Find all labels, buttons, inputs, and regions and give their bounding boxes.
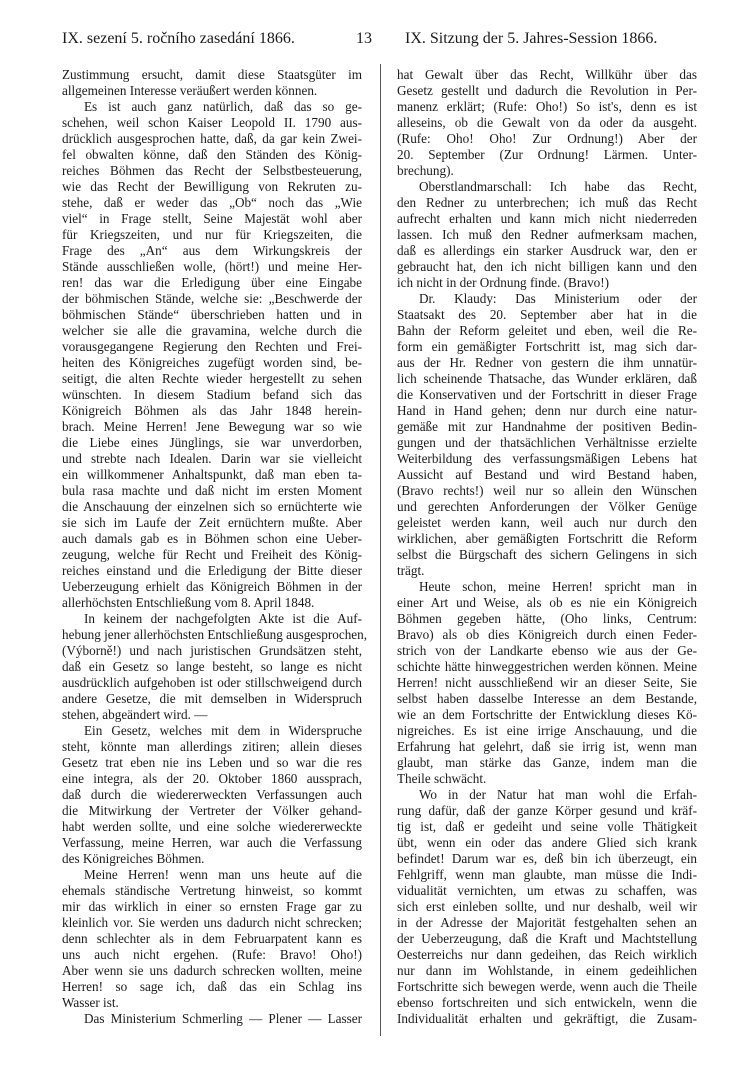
text-line: vidualität vernichten, um etwas zu schaffen, was xyxy=(397,883,697,898)
text-line: Es ist auch ganz natürlich, daß das so ge- xyxy=(84,99,362,114)
text-line: Gesetz trat eben nie ins Leben und so war die res xyxy=(62,755,362,770)
text-line: (Bravo rechts!) weil nur so allein den Wünschen xyxy=(397,483,697,498)
text-line: Meine Herren! wenn man uns heute auf die xyxy=(84,867,362,882)
text-line: übt, wenn ein oder das andere Glied sich krank xyxy=(397,835,697,850)
text-line: den Redner zu unterbrechen; ich muß das Recht xyxy=(397,195,697,210)
text-line: wie das Recht der Bewilligung von Rekruten zu- xyxy=(62,179,362,194)
text-line: sich erst einleben sollte, und nur deshalb, weil wir xyxy=(397,899,697,914)
text-line: Fehlgriff, wenn man glaubte, man müsse die Indi- xyxy=(397,867,697,882)
text-line: die Mitwirkung der Vertreter der Völker gehand- xyxy=(62,803,362,818)
text-line: sie sich im Laufe der Zeit ernüchtern mußte. Aber xyxy=(62,515,362,530)
text-line: daß ein Gesetz so lange besteht, so lange es nicht xyxy=(62,659,362,674)
text-line: wünschten. In diesem Stadium befand sich das xyxy=(62,387,362,402)
text-line: und gerechten Anforderungen der Völker Genüge xyxy=(397,499,697,514)
text-line: strich von der Landkarte ebenso wie aus der Ge- xyxy=(397,643,697,658)
text-line: ausdrücklich aufgehoben ist oder stillschweigend durch xyxy=(62,675,362,690)
text-line: nigreiches. Es ist eine irrige Anschauung, und die xyxy=(397,723,697,738)
text-line: In keinem der nachgefolgten Akte ist die Auf- xyxy=(84,611,362,626)
text-line: die Konservativen und der Fortschritt in dieser Frage xyxy=(397,387,697,402)
text-line: Wasser ist. xyxy=(62,995,119,1010)
text-line: Oesterreichs nur dann gedeihen, das Reich wirklich xyxy=(397,947,697,962)
text-line: lassen. Ich muß den Redner aufmerksam machen, xyxy=(397,227,697,242)
text-line: Zustimmung ersucht, damit diese Staatsgüter im xyxy=(62,67,362,82)
text-line: Hand in Hand gehen; denn nur durch eine natur- xyxy=(397,403,697,418)
text-line: selbst haben dasselbe Interesse an dem Bestande, xyxy=(397,691,697,706)
text-line: brechung). xyxy=(397,163,454,178)
text-line: reiches einstand und die Erledigung der Bitte dieser xyxy=(62,563,362,578)
text-line: befindet! Darum war es, deß bin ich überzeugt, ein xyxy=(397,851,697,866)
text-line: Ueberzeugung erhielt das Königreich Böhmen in der xyxy=(62,579,362,594)
text-line: Dr. Klaudy: Das Ministerium oder der xyxy=(419,291,697,306)
text-line: geleistet werden kann, weil auch nur durch den xyxy=(397,515,697,530)
text-line: fel obwalten könne, daß den Ständen des König- xyxy=(62,147,362,162)
text-line: auch damals gab es in Böhmen schon eine Ueber- xyxy=(62,531,362,546)
text-line: Heute schon, meine Herren! spricht man in xyxy=(419,579,697,594)
text-line: steht, könnte man allerdings zitiren; allein dieses xyxy=(62,739,362,754)
text-line: daß es allerdings ein starker Ausdruck war, den er xyxy=(397,243,697,258)
text-line: Böhmen gegeben hätte, (Oho links, Centrum: xyxy=(397,611,697,626)
text-line: wirklichen, aber gemäßigten Fortschritt die Reform xyxy=(397,531,697,546)
text-line: manenz erklärt; (Rufe: Oho!) So ist's, denn es ist xyxy=(397,99,697,114)
text-line: einer Art und Weise, als ob es nie ein Königreich xyxy=(397,595,697,610)
text-line: die Liebe eines Jünglings, sie war unverdorben, xyxy=(62,435,362,450)
text-line: trägt. xyxy=(397,563,425,578)
text-line: stehe, daß er weder das „Ob“ noch das „Wie xyxy=(62,195,362,210)
text-line: Bahn der Reform geleitet und eben, weil die Re- xyxy=(397,323,697,338)
text-line: gungen und der thatsächlichen Verhältnisse erzielte xyxy=(397,435,697,450)
text-line: uns auch nicht ergehen. (Rufe: Bravo! Oho!) xyxy=(62,947,362,962)
text-line: Individualität erhalten und gekräftigt, die Zusam- xyxy=(397,1011,697,1026)
text-line: rung dafür, daß der ganze Körper gesund und kräf- xyxy=(397,803,697,818)
text-line: Frage des „An“ aus dem Wirkungskreis der xyxy=(62,243,362,258)
text-line: aus der Hr. Redner von gestern die ihm unnatür- xyxy=(397,355,697,370)
text-line: glaubt, man stärke das Ganze, indem man die xyxy=(397,755,697,770)
text-line: der Ueberzeugung, daß die Kraft und Machtstellung xyxy=(397,931,697,946)
text-line: welcher sie alle die gravamina, welche durch die xyxy=(62,323,362,338)
text-line: Verfassung, meine Herren, war auch die Verfassung xyxy=(62,835,362,850)
text-line: Wo in der Natur hat man wohl die Erfah- xyxy=(419,787,697,802)
text-line: bula rasa machte und daß nicht im ersten Moment xyxy=(62,483,362,498)
text-line: die Anschauung der einzelnen sich so ernüchterte wie xyxy=(62,499,362,514)
text-line: nur dann im Wohlstande, in einem gedeihlichen xyxy=(397,963,697,978)
text-line: form ein gemäßigter Fortschritt ist, mag sich dar- xyxy=(397,339,697,354)
text-line: allerhöchsten Entschließung vom 8. April 1848. xyxy=(62,595,315,610)
text-line: Das Ministerium Schmerling — Plener — Lasser xyxy=(84,1011,362,1026)
text-line: kleinlich vor. Sie werden uns dadurch nicht schrecken; xyxy=(62,915,362,930)
text-line: Königreich Böhmen als das Jahr 1848 herein- xyxy=(62,403,362,418)
text-line: gemäße mit zur Handnahme der positiven Bedin- xyxy=(397,419,697,434)
text-line: selbst die Bürgschaft des sichern Gelingens in sich xyxy=(397,547,697,562)
text-line: reiches Böhmen das Recht der Selbstbesteuerung, xyxy=(62,163,362,178)
text-line: zeugung, welche für Recht und Freiheit des König- xyxy=(62,547,362,562)
text-line: in der Adresse der Majorität festgehalten sehen an xyxy=(397,915,697,930)
text-line: drücklich ausgesprochen hatte, daß, da gar kein Zwei- xyxy=(62,131,362,146)
text-line: alleseins, ob die Gewalt von da oder da ausgeht. xyxy=(397,115,697,130)
text-line: aufrecht erhalten und kann mich nicht niederreden xyxy=(397,211,697,226)
text-line: stehen, abgeändert wird. — xyxy=(62,707,208,722)
text-line: Oberstlandmarschall: Ich habe das Recht, xyxy=(419,179,697,194)
text-line: des Königreiches Böhmen. xyxy=(62,851,205,866)
text-line: Stände ausschließen wolle, (hört!) und meine Her- xyxy=(62,259,362,274)
column-divider xyxy=(380,64,381,1036)
text-line: seitigt, die alten Rechte wieder hergestellt zu sehen xyxy=(62,371,362,386)
text-line: viel“ in Frage stellt, Seine Majestät wohl aber xyxy=(62,211,362,226)
text-line: Theile schwächt. xyxy=(397,771,487,786)
text-line: andere Gesetze, die mit demselben in Widerspruch xyxy=(62,691,362,706)
text-line: tig ist, daß er gedeiht und seine volle Thätigkeit xyxy=(397,819,697,834)
text-line: Fortschritte sich bewegen werde, wenn auch die Theile xyxy=(397,979,697,994)
text-line: (Výborně!) und nach juristischen Grundsätzen steht, xyxy=(62,643,362,658)
text-line: der böhmischen Stände, welche sie: „Beschwerde der xyxy=(62,291,362,306)
left-column xyxy=(62,67,368,1027)
text-line: ren! das war die Erledigung über eine Eingabe xyxy=(62,275,362,290)
text-line: 20. September (Zur Ordnung! Lärmen. Unter- xyxy=(397,147,697,162)
text-line: ehemals ständische Vertretung hinweist, so kommt xyxy=(62,883,362,898)
text-line: denn schlechter als in dem Februarpatent kann es xyxy=(62,931,362,946)
text-line: und strebte nach Idealen. Darin war sie vielleicht xyxy=(62,451,362,466)
text-line: heiten des Königreiches zugefügt worden sind, be- xyxy=(62,355,362,370)
text-line: schichte hätte hinweggestrichen werden können. Meine xyxy=(397,659,697,674)
text-line: ein willkommener Anhaltspunkt, daß man eben ta- xyxy=(62,467,362,482)
text-line: Herren! so sage ich, daß das ein Schlag ins xyxy=(62,979,362,994)
text-line: allgemeinen Interesse veräußert werden können. xyxy=(62,83,318,98)
text-line: Ein Gesetz, welches mit dem in Widerspruche xyxy=(84,723,362,738)
text-line: für Kriegszeiten, und nur für Kriegszeiten, die xyxy=(62,227,362,242)
text-line: hebung jener allerhöchsten Entschließung ausgesprochen, xyxy=(62,627,368,642)
text-line: wie an dem Fortschritte der Entwicklung dieses Kö- xyxy=(397,707,697,722)
text-line: brach. Meine Herren! Jene Bewegung war so wie xyxy=(62,419,362,434)
header-czech-title: IX. sezení 5. ročního zasedání 1866. xyxy=(62,30,295,47)
header-german-title: IX. Sitzung der 5. Jahres-Session 1866. xyxy=(405,30,658,47)
text-line: Herren! nicht ausschließend wir an dieser Seite, Sie xyxy=(397,675,697,690)
right-column xyxy=(397,67,697,1027)
page-number: 13 xyxy=(356,30,372,47)
text-line: Staatsakt des 20. September aber hat in die xyxy=(397,307,697,322)
text-line: lich scheinende Thatsache, das Wunder erklären, daß xyxy=(397,371,697,386)
text-line: ich nicht in der Ordnung finde. (Bravo!) xyxy=(397,275,610,290)
text-line: Erfahrung hat gelehrt, daß sie irrig ist, wenn man xyxy=(397,739,697,754)
text-line: Bravo) als ob dies Königreich durch einen Feder- xyxy=(397,627,697,642)
text-line: mir das wirklich in einer so ernsten Frage gar zu xyxy=(62,899,362,914)
text-line: hat Gewalt über das Recht, Willkühr über das xyxy=(397,67,697,82)
text-line: vorausgegangene Regierung den Rechten und Frei- xyxy=(62,339,362,354)
text-line: Aussicht auf Bestand und wird Bestand haben, xyxy=(397,467,697,482)
text-line: gebraucht hat, den ich nicht billigen kann und den xyxy=(397,259,697,274)
text-line: Gesetz gestellt und dadurch die Revolution in Per- xyxy=(397,83,697,98)
text-line: böhmischen Stände“ überschrieben hatten und in xyxy=(62,307,362,322)
running-header xyxy=(0,30,750,52)
text-line: Weiterbildung des verfassungsmäßigen Lebens hat xyxy=(397,451,697,466)
text-line: ebenso fortschreiten und sich entwickeln, wenn die xyxy=(397,995,697,1010)
text-line: eine integra, als der 20. Oktober 1860 aussprach, xyxy=(62,771,362,786)
text-line: (Rufe: Oho! Oho! Zur Ordnung!) Aber der xyxy=(397,131,697,146)
text-line: schehen, weil schon Kaiser Leopold II. 1790 aus- xyxy=(62,115,362,130)
text-line: daß durch die wiedererweckten Verfassungen auch xyxy=(62,787,362,802)
text-line: habt werden sollte, und eine solche wiedererweckte xyxy=(62,819,362,834)
text-line: Aber wenn sie uns dadurch schrecken wollten, meine xyxy=(62,963,362,978)
